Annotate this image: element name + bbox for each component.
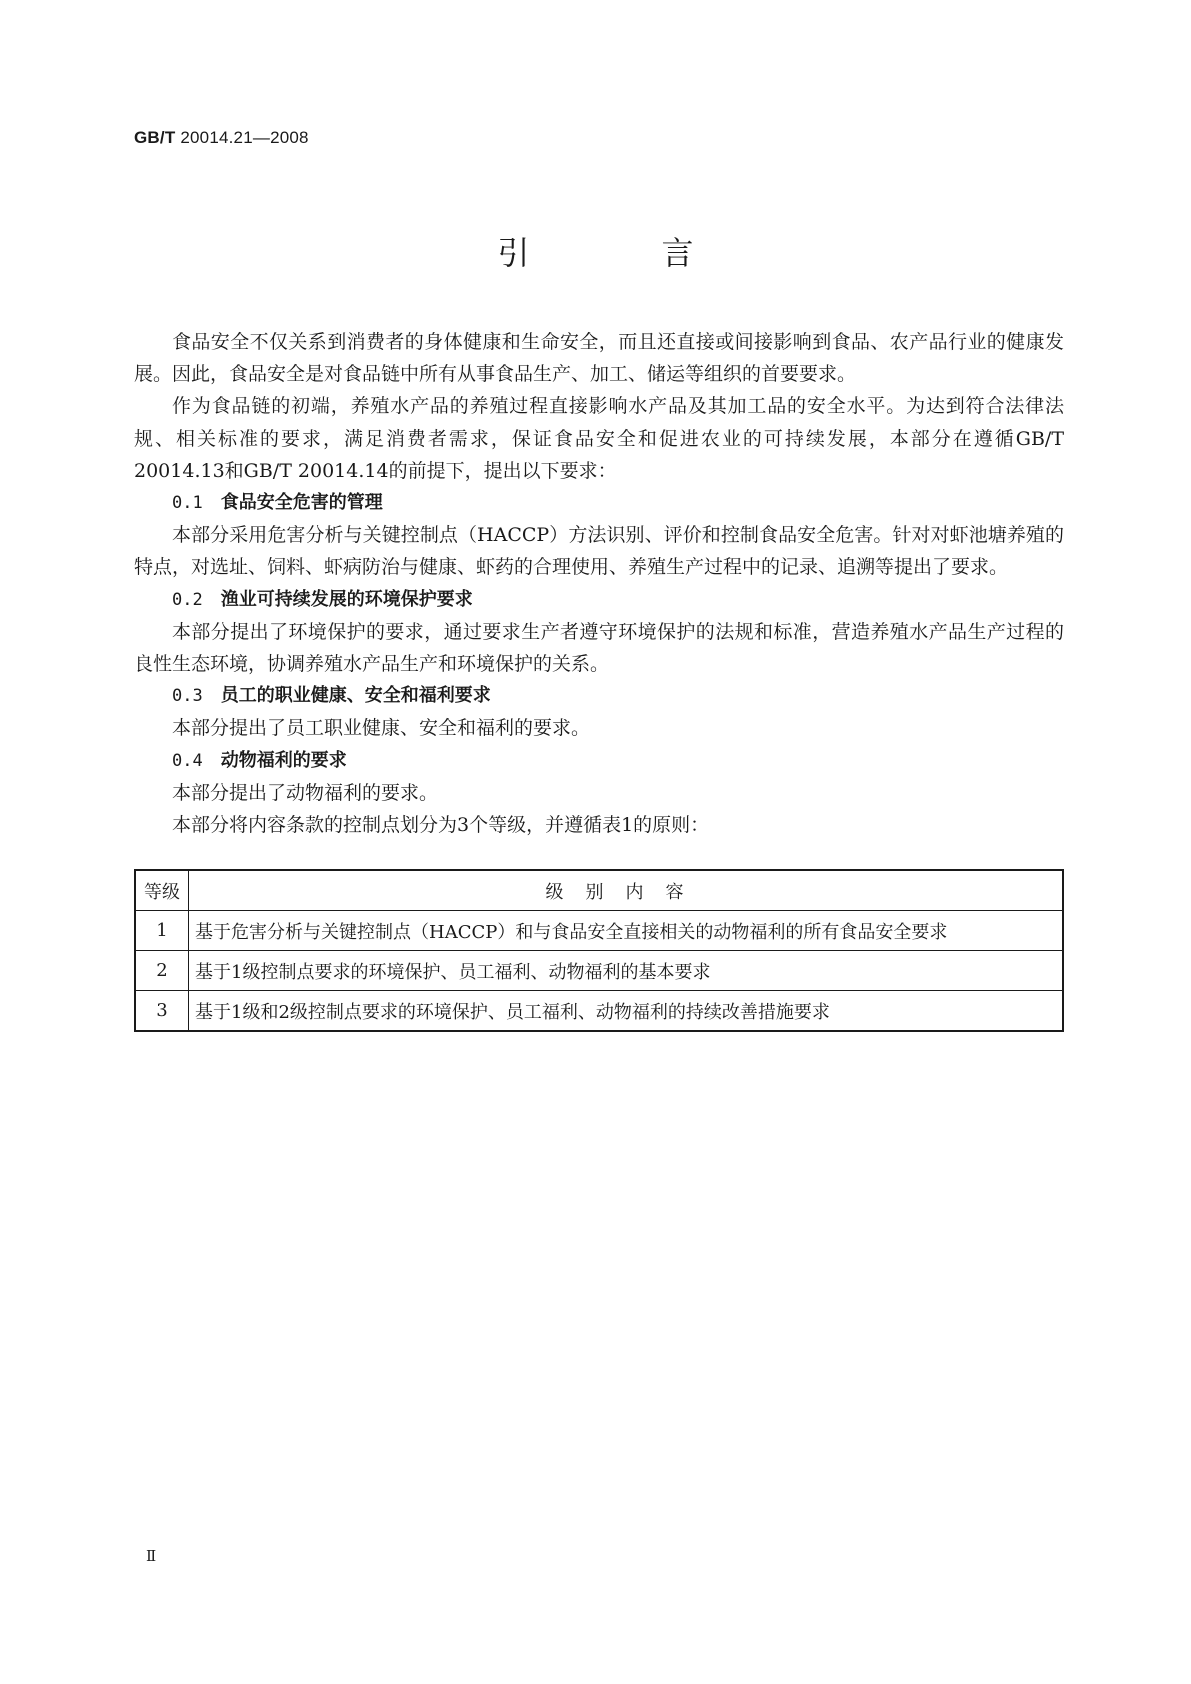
section-paragraph: 本部分提出了环境保护的要求，通过要求生产者遵守环境保护的法规和标准，营造养殖水产品生产过程的良性生态环境，协调养殖水产品生产和环境保护的关系。 [134, 620, 1064, 676]
table-cell-level: 3 [135, 991, 189, 1032]
section-title: 渔业可持续发展的环境保护要求 [220, 588, 473, 610]
section-title: 食品安全危害的管理 [220, 492, 383, 514]
table-cell-level: 2 [135, 951, 189, 991]
document-body [134, 326, 1064, 841]
table-cell-content: 基于1级和2级控制点要求的环境保护、员工福利、动物福利的持续改善措施要求 [189, 991, 1064, 1032]
page-number: Ⅱ [146, 1547, 157, 1565]
grade-table [134, 869, 1064, 1032]
table-cell-content: 基于1级控制点要求的环境保护、员工福利、动物福利的基本要求 [189, 951, 1064, 991]
table-row [135, 991, 1063, 1032]
section-paragraph: 本部分提出了动物福利的要求。 [172, 781, 439, 804]
section-paragraph: 本部分提出了员工职业健康、安全和福利的要求。 [172, 717, 591, 740]
section-number: 0.1 [172, 493, 203, 514]
table-cell-level: 1 [135, 911, 189, 951]
intro-paragraph-1: 食品安全不仅关系到消费者的身体健康和生命安全，而且还直接或间接影响到食品、农产品行业的健康发展。因此，食品安全是对食品链中所有从事食品生产、加工、储运等组织的首要要求。 [134, 331, 1064, 386]
section-number: 0.4 [172, 750, 203, 771]
section-title: 员工的职业健康、安全和福利要求 [220, 685, 491, 707]
section-heading [134, 487, 1064, 519]
table-row [135, 951, 1063, 991]
section-heading [134, 584, 1064, 616]
table-row [135, 911, 1063, 951]
table-intro: 本部分将内容条款的控制点划分为3个等级，并遵循表1的原则： [172, 814, 710, 837]
section-number: 0.3 [172, 686, 203, 707]
section-heading [134, 680, 1064, 712]
section-title: 动物福利的要求 [220, 749, 347, 771]
table-header-content: 级别内容 [189, 870, 1064, 911]
standard-number: 20014.21—2008 [180, 128, 309, 147]
section-number: 0.2 [172, 589, 203, 610]
table-header-row [135, 870, 1063, 911]
standard-prefix: GB/T [134, 128, 176, 147]
intro-paragraph-2: 作为食品链的初端，养殖水产品的养殖过程直接影响水产品及其加工品的安全水平。为达到符合法律法规、相关标准的要求，满足消费者需求，保证食品安全和促进农业的可持续发展，本部分在遵循GB/T 20014.13和GB/T 20014.14的前提下，提出以下要求： [134, 395, 1064, 482]
page-title: 引 言 [497, 234, 744, 272]
section-paragraph: 本部分采用危害分析与关键控制点（HACCP）方法识别、评价和控制食品安全危害。针对对虾池塘养殖的特点，对选址、饲料、虾病防治与健康、虾药的合理使用、养殖生产过程中的记录、追溯等提出了要求。 [134, 524, 1064, 579]
table-header-level: 等级 [135, 870, 189, 911]
table-cell-content: 基于危害分析与关键控制点（HACCP）和与食品安全直接相关的动物福利的所有食品安全要求 [189, 911, 1064, 951]
standard-header [134, 128, 309, 148]
section-heading [134, 745, 1064, 777]
